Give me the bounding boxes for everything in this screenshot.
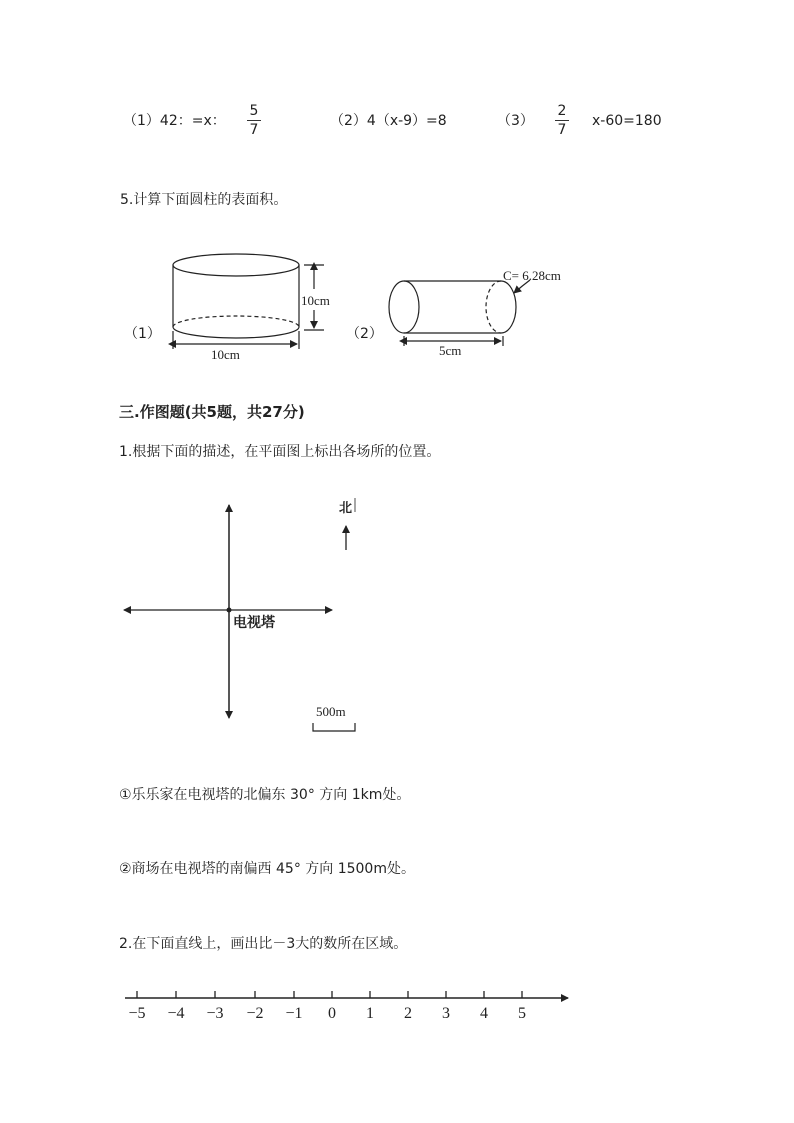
equation-3-rest: x-60=180 bbox=[592, 113, 662, 129]
number-line-tick-label: 0 bbox=[328, 1005, 336, 1022]
scale-label: 500m bbox=[316, 704, 346, 719]
number-line-tick-label: 4 bbox=[480, 1005, 488, 1022]
number-line-tick-label: −1 bbox=[285, 1005, 303, 1022]
number-line-tick-label: −5 bbox=[128, 1005, 146, 1022]
fraction-denominator: 7 bbox=[557, 122, 567, 138]
fraction-numerator: 5 bbox=[249, 103, 259, 119]
number-line-tick-label: 2 bbox=[404, 1005, 412, 1022]
number-line-tick-label: −4 bbox=[167, 1005, 185, 1022]
cylinder-2-length-label: 5cm bbox=[439, 343, 462, 358]
number-line-tick-label: 1 bbox=[366, 1005, 374, 1022]
figure-1-label: （1） bbox=[124, 326, 161, 342]
question-2-text: 2.在下面直线上，画出比－3大的数所在区域。 bbox=[119, 936, 408, 952]
equation-1: （1）42：=x： bbox=[123, 113, 226, 129]
fraction-numerator: 2 bbox=[557, 103, 567, 119]
item-1-text: ①乐乐家在电视塔的北偏东 30° 方向 1km处。 bbox=[119, 787, 411, 803]
item-2-text: ②商场在电视塔的南偏西 45° 方向 1500m处。 bbox=[119, 861, 415, 877]
cylinder-2-circumference-label: C= 6.28cm bbox=[503, 268, 561, 283]
section-3-title: 三.作图题(共5题，共27分) bbox=[119, 403, 305, 421]
number-line-tick-label: 3 bbox=[442, 1005, 450, 1022]
number-line-tick-label: 5 bbox=[518, 1005, 526, 1022]
question-5-text: 5.计算下面圆柱的表面积。 bbox=[120, 192, 288, 208]
fraction-denominator: 7 bbox=[249, 122, 259, 138]
question-1-text: 1.根据下面的描述，在平面图上标出各场所的位置。 bbox=[119, 444, 441, 460]
tv-tower-point bbox=[227, 608, 232, 613]
cylinder-1 bbox=[173, 254, 299, 338]
number-line-ticks bbox=[137, 991, 522, 998]
cylinder-1-height-label: 10cm bbox=[301, 293, 330, 308]
equation-3-label: （3） bbox=[497, 113, 534, 129]
cylinder-2 bbox=[389, 281, 516, 333]
tv-tower-label: 电视塔 bbox=[233, 615, 275, 631]
scale-bar bbox=[313, 723, 355, 731]
equation-2: （2）4（x-9）=8 bbox=[330, 113, 447, 129]
cylinder-1-diameter-label: 10cm bbox=[211, 347, 240, 362]
number-line-tick-label: −3 bbox=[206, 1005, 224, 1022]
north-label: 北 bbox=[339, 501, 353, 516]
figure-2-label: （2） bbox=[346, 326, 383, 342]
number-line-tick-label: −2 bbox=[246, 1005, 264, 1022]
